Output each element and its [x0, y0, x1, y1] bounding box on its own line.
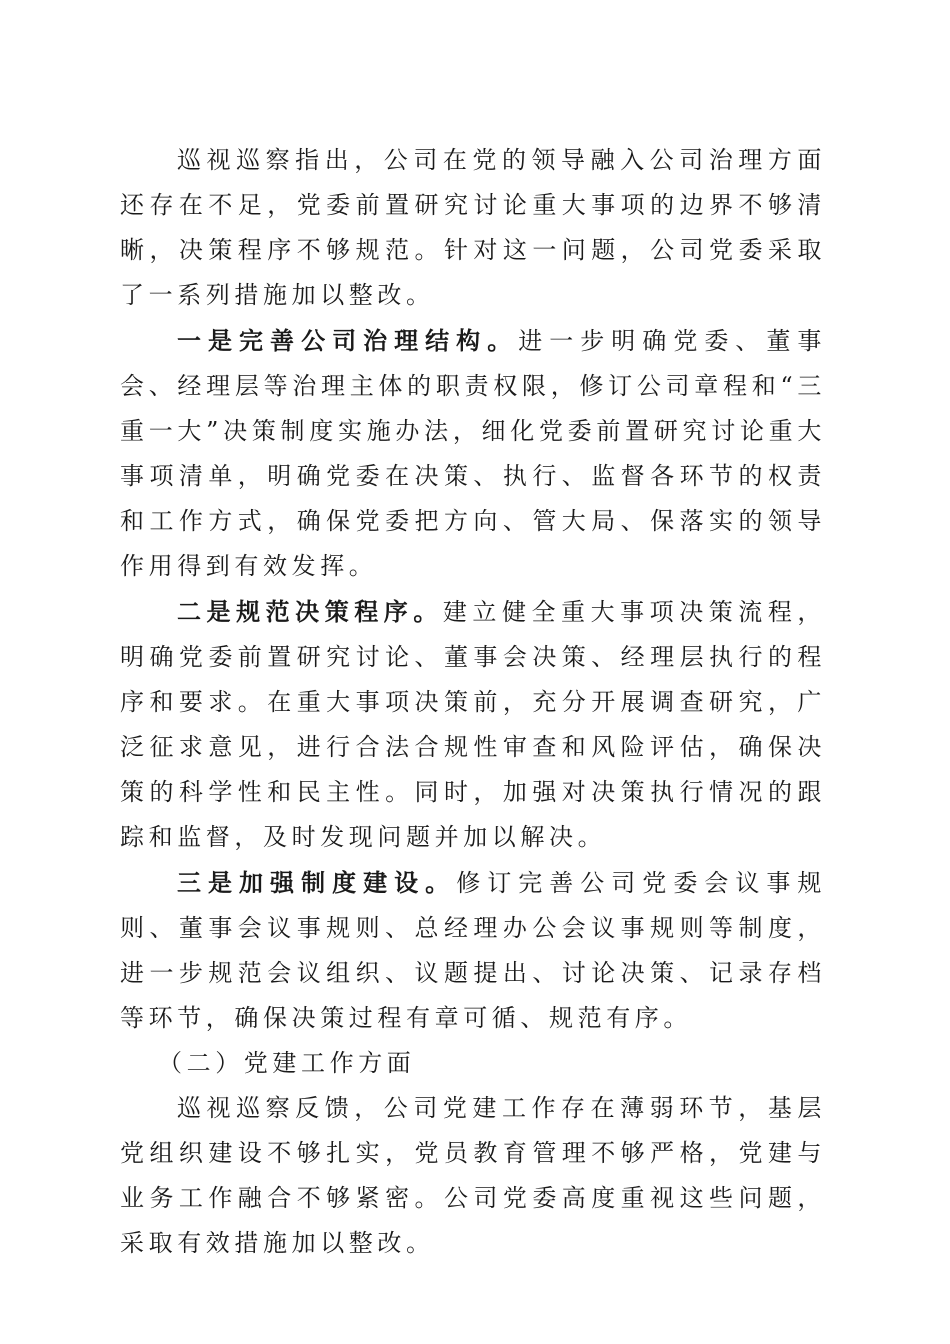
paragraph-text: 巡视巡察指出，公司在党的领导融入公司治理方面还存在不足，党委前置研究讨论重大事项的边界不够清晰，决策程序不够规范。针对这一问题，公司党委采取了一系列措施加以整改。: [120, 146, 826, 309]
measure-three-heading: 三是加强制度建设。: [177, 868, 457, 897]
measure-two-paragraph: [120, 589, 826, 860]
measure-three-paragraph: [120, 860, 826, 1041]
intro-paragraph: [120, 138, 826, 318]
closing-paragraph: 巡视巡察反馈，公司党建工作存在薄弱环节，基层党组织建设不够扎实，党员教育管理不够严格，党建与业务工作融合不够紧密。公司党委高度重视这些问题，采取有效措施加以整改。: [120, 1094, 826, 1257]
measure-three-text: 修订完善公司党委会议事规则、董事会议事规则、总经理办公会议事规则等制度，进一步规范会议组织、议题提出、讨论决策、记录存档等环节，确保决策过程有章可循、规范有序。: [120, 869, 827, 1032]
measure-one-paragraph: [120, 318, 826, 589]
section-heading: （二）党建工作方面: [158, 1049, 416, 1077]
measure-two-heading: 二是规范决策程序。: [177, 597, 443, 626]
document-body: [120, 138, 826, 1266]
measure-one-heading: 一是完善公司治理结构。: [177, 326, 519, 355]
measure-two-text: 建立健全重大事项决策流程，明确党委前置研究讨论、董事会决策、经理层执行的程序和要求。在重大事项决策前，充分开展调查研究，广泛征求意见，进行合法合规性审查和风险评估，确保决策的科学性和民主性。同时，加强对决策执行情况的跟踪和监督，及时发现问题并加以解决。: [120, 598, 826, 851]
measure-one-text: 进一步明确党委、董事会、经理层等治理主体的职责权限，修订公司章程和“三重一大”决策制度实施办法，细化党委前置研究讨论重大事项清单，明确党委在决策、执行、监督各环节的权责和工作方式，确保党委把方向、管大局、保落实的领导作用得到有效发挥。: [120, 327, 826, 580]
